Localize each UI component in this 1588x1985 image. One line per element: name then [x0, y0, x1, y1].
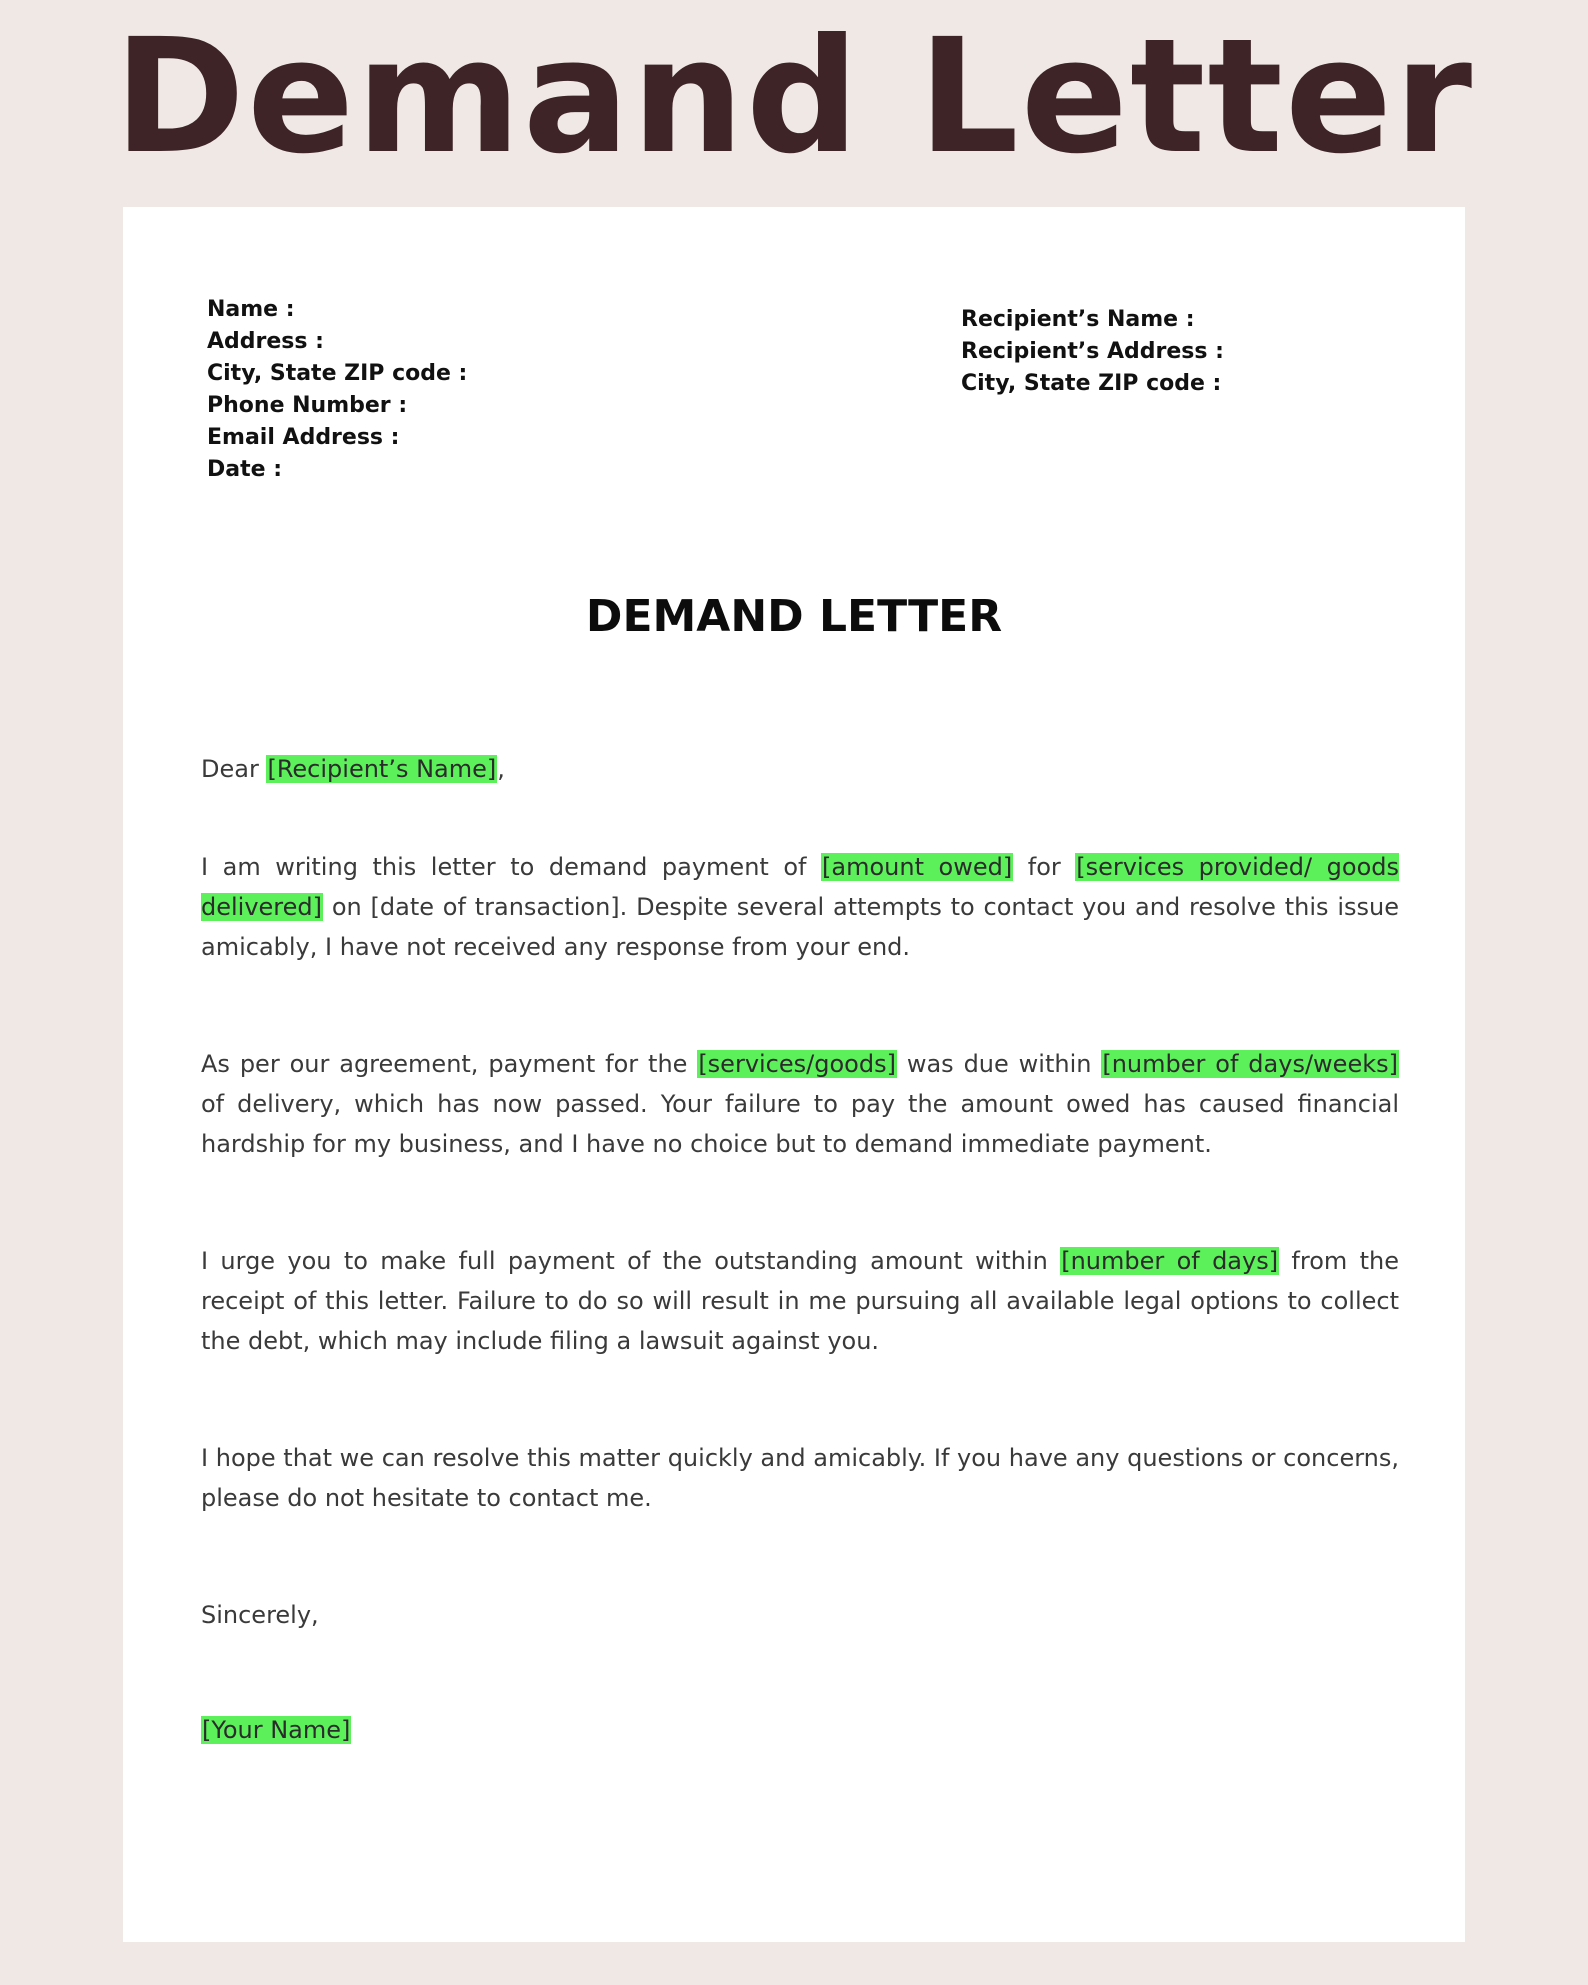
paragraph-text: I am writing this letter to demand payment of: [201, 853, 822, 881]
paragraph-payment-demand: [201, 847, 1399, 967]
paragraph-agreement: [201, 1044, 1399, 1164]
salutation-suffix: ,: [497, 755, 505, 783]
sender-address-label: Address :: [207, 329, 324, 354]
sender-info-block: [207, 294, 467, 486]
letter-page: [123, 207, 1465, 1942]
sender-phone-label: Phone Number :: [207, 393, 408, 418]
paragraph-text: I urge you to make full payment of the outstanding amount within: [201, 1247, 1061, 1275]
paragraph-text: on [date of transaction]. Despite several attempts to contact you and resolve this issue amicably, I have not received any response from your end.: [201, 893, 1399, 961]
your-name-placeholder: [Your Name]: [202, 1716, 351, 1744]
signature: [201, 1710, 1399, 1750]
recipient-name-label: Recipient’s Name :: [961, 307, 1195, 332]
paragraph-text: of delivery, which has now passed. Your failure to pay the amount owed has caused financial hardship for my business, and I have no choice but to demand immediate payment.: [201, 1090, 1399, 1158]
sender-name-label: Name :: [207, 297, 295, 322]
salutation: [201, 749, 1399, 789]
paragraph-closing-remarks: I hope that we can resolve this matter quickly and amicably. If you have any questions or concerns, please do not hesitate to contact me.: [201, 1444, 1399, 1512]
recipient-info-block: [961, 304, 1224, 400]
recipient-city-label: City, State ZIP code :: [961, 371, 1222, 396]
document-title: DEMAND LETTER: [585, 591, 1003, 642]
days-weeks-placeholder: [number of days/weeks]: [1102, 1050, 1398, 1078]
recipient-name-placeholder: [Recipient’s Name]: [267, 755, 497, 783]
closing: Sincerely,: [201, 1601, 319, 1629]
paragraph-text: for: [1013, 853, 1076, 881]
salutation-prefix: Dear: [201, 755, 267, 783]
services-goods-placeholder: [services/goods]: [698, 1050, 896, 1078]
paragraph-text: As per our agreement, payment for the: [201, 1050, 698, 1078]
number-of-days-placeholder: [number of days]: [1061, 1247, 1279, 1275]
sender-city-label: City, State ZIP code :: [207, 361, 468, 386]
paragraph-deadline: [201, 1241, 1399, 1361]
paragraph-text: was due within: [896, 1050, 1102, 1078]
paragraph-text: from the receipt of this letter. Failure to do so will result in me pursuing all available legal options to collect the debt, which may include filing a lawsuit against you.: [201, 1247, 1399, 1355]
banner-title: Demand Letter: [113, 5, 1475, 189]
sender-email-label: Email Address :: [207, 425, 400, 450]
services-goods-placeholder: [services provided/ goods delivered]: [201, 853, 1399, 921]
amount-owed-placeholder: [amount owed]: [822, 853, 1013, 881]
recipient-address-label: Recipient’s Address :: [961, 339, 1224, 364]
sender-date-label: Date :: [207, 457, 283, 482]
